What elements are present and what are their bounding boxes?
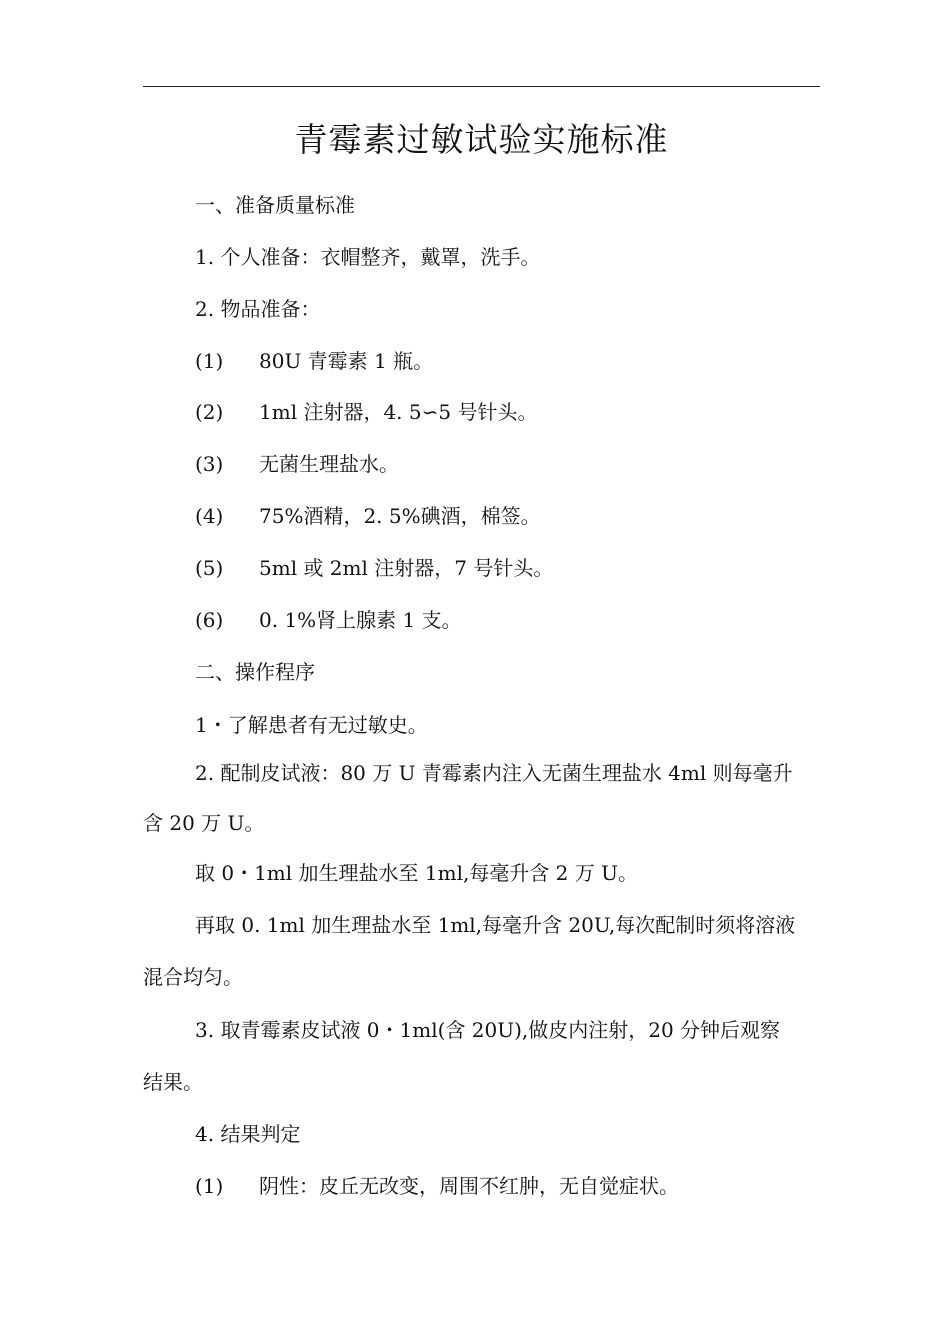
supply-item-number: (4) — [195, 504, 224, 528]
step-result-judgement: 4. 结果判定 — [195, 1122, 301, 1146]
supply-item — [195, 397, 537, 427]
supply-item-text: 1ml 注射器，4. 5∽5 号针头。 — [259, 400, 538, 424]
supplies-prep-item: 2. 物品准备： — [195, 297, 321, 321]
section1-heading: 一、准备质量标准 — [195, 193, 355, 217]
supply-item-text: 0. 1%肾上腺素 1 支。 — [259, 608, 462, 632]
supply-item — [195, 605, 462, 635]
step-injection-line2: 结果。 — [143, 1070, 203, 1094]
section2-heading: 二、操作程序 — [195, 660, 315, 684]
supply-item — [195, 553, 553, 583]
step-prepare-solution-line2: 含 20 万 U。 — [143, 811, 265, 835]
supply-item-text: 5ml 或 2ml 注射器，7 号针头。 — [259, 556, 554, 580]
document-title: 青霉素过敏试验实施标准 — [294, 120, 669, 159]
supply-item-text: 80U 青霉素 1 瓶。 — [259, 349, 434, 373]
supply-item — [195, 449, 399, 479]
step-dilution-2-line1: 再取 0. 1ml 加生理盐水至 1ml,每毫升含 20U,每次配制时须将溶液 — [195, 913, 796, 937]
step-prepare-solution-line1: 2. 配制皮试液：80 万 U 青霉素内注入无菌生理盐水 4ml 则每毫升 — [195, 761, 793, 785]
supply-item — [195, 501, 541, 531]
step-injection-line1: 3. 取青霉素皮试液 0・1ml(含 20U),做皮内注射，20 分钟后观察 — [195, 1018, 781, 1042]
result-item-text: 阴性：皮丘无改变，周围不红肿，无自觉症状。 — [259, 1174, 679, 1198]
header-rule — [143, 86, 820, 87]
supply-item-text: 无菌生理盐水。 — [259, 452, 399, 476]
personal-prep-item: 1. 个人准备：衣帽整齐，戴罩，洗手。 — [195, 245, 541, 269]
supply-item-number: (2) — [195, 400, 224, 424]
result-item — [195, 1171, 679, 1201]
result-item-number: (1) — [195, 1174, 224, 1198]
step-dilution-1: 取 0・1ml 加生理盐水至 1ml,每毫升含 2 万 U。 — [195, 861, 638, 885]
supply-item-text: 75%酒精，2. 5%碘酒，棉签。 — [259, 504, 541, 528]
step-allergy-history: 1・了解患者有无过敏史。 — [195, 713, 428, 737]
step-dilution-2-line2: 混合均匀。 — [143, 965, 243, 989]
supply-item-number: (3) — [195, 452, 224, 476]
supply-item — [195, 346, 433, 376]
supply-item-number: (5) — [195, 556, 224, 580]
supply-item-number: (6) — [195, 608, 224, 632]
supply-item-number: (1) — [195, 349, 224, 373]
